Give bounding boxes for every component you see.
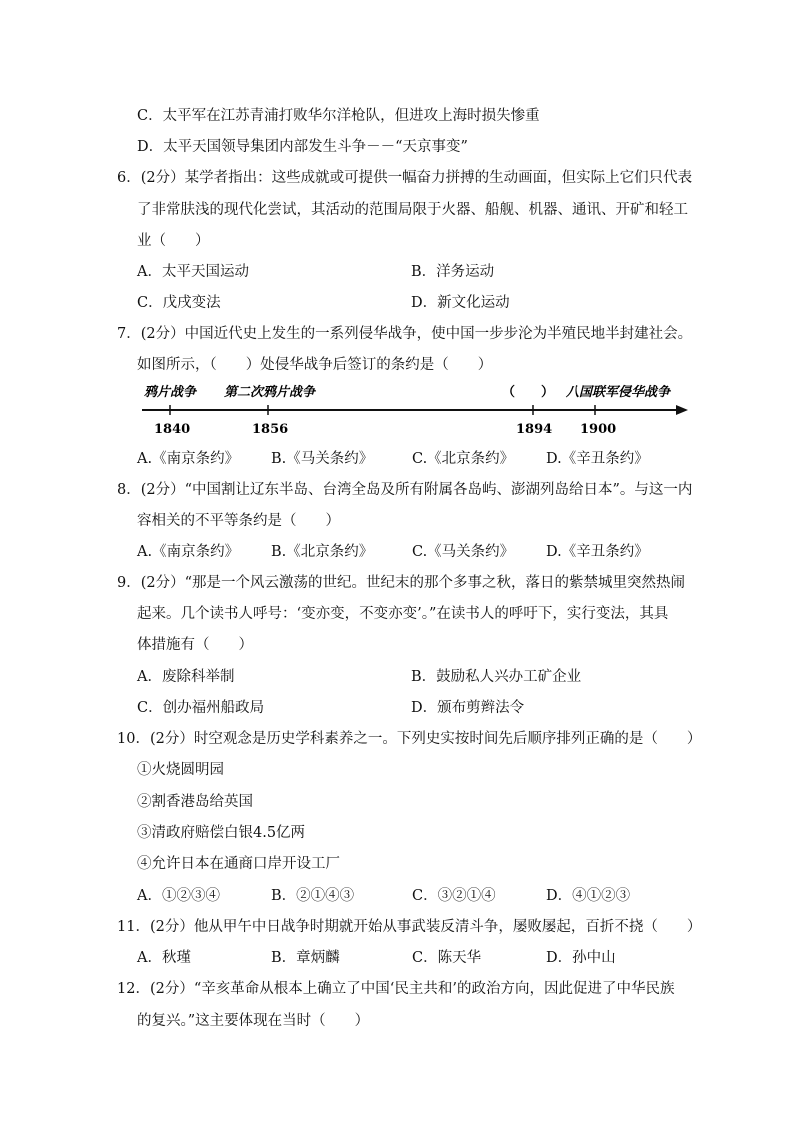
timeline-arrow-head [676,405,688,415]
q11-option-a: A．秋瑾 [137,950,191,966]
q6-stem-line1: 6．(2分）某学者指出：这些成就或可提供一幅奋力拼搏的生动画面，但实际上它们只代表 [117,170,693,186]
q8-stem-line1: 8．(2分）“中国割让辽东半岛、台湾全岛及所有附属各岛屿、澎湖列岛给日本”。与这一内 [117,482,693,498]
q7-option-d: D.《辛丑条约》 [546,451,649,467]
q7-option-a: A.《南京条约》 [137,451,240,467]
q12-stem-line2: 的复兴。”这主要体现在当时（ ） [137,1013,370,1029]
q9-stem-line3: 体措施有（ ） [137,637,253,653]
q6-stem-line2: 了非常肤浅的现代化尝试，其活动的范围局限于火器、船舰、机器、通讯、开矿和轻工 [137,202,688,218]
q7-stem-line2: 如图所示，（ ）处侵华战争后签订的条约是（ ） [137,357,493,373]
q5-option-c: C．太平军在江苏青浦打败华尔洋枪队，但进攻上海时损失惨重 [137,108,540,124]
label-opium-war: 鸦片战争 [144,385,197,400]
q8-option-c: C.《马关条约》 [412,544,515,560]
q6-option-d: D．新文化运动 [411,295,510,311]
q6-option-b: B．洋务运动 [411,264,495,280]
q11-option-c: C．陈天华 [412,950,482,966]
q9-option-b: B．鼓励私人兴办工矿企业 [411,669,582,685]
q8-option-a: A.《南京条约》 [137,544,240,560]
year-1856: 1856 [252,422,289,437]
q10-stem-line1: 10．(2分）时空观念是历史学科素养之一。下列史实按时间先后顺序排列正确的是（ ） [117,731,702,747]
q7-option-b: B.《马关条约》 [271,451,374,467]
label-second-opium-war: 第二次鸦片战争 [224,385,316,400]
q7-stem-line1: 7．(2分）中国近代史上发生的一系列侵华战争，使中国一步步沦为半殖民地半封建社会。 [117,326,693,342]
year-1840: 1840 [154,422,191,437]
q10-option-a: A．①②③④ [137,888,220,904]
q11-stem-line1: 11．(2分）他从甲午中日战争时期就开始从事武装反清斗争，屡败屡起，百折不挠（ ） [117,919,702,935]
q8-option-d: D.《辛丑条约》 [546,544,649,560]
q9-option-c: C．创办福州船政局 [137,700,265,716]
q9-stem-line2: 起来。几个读书人呼号：‘变亦变，不变亦变’。”在读书人的呼吁下，实行变法，其具 [137,606,669,622]
q10-option-b: B．②①④③ [271,888,355,904]
q11-option-d: D．孙中山 [546,950,616,966]
q9-stem-line1: 9．(2分）“那是一个风云激荡的世纪。世纪末的那个多事之秋，落日的紫禁城里突然热闹 [117,575,686,591]
q10-option-d: D．④①②③ [546,888,631,904]
q7-option-c: C.《北京条约》 [412,451,515,467]
label-blank-war: （ ） [502,385,555,400]
q10-item-3: ③清政府赔偿白银4.5亿两 [137,825,306,841]
q6-stem-line3: 业（ ） [137,233,210,249]
q10-item-4: ④允许日本在通商口岸开设工厂 [137,856,340,872]
q8-stem-line2: 容相关的不平等条约是（ ） [137,513,340,529]
q6-option-c: C．戊戌变法 [137,295,221,311]
q6-option-a: A．太平天国运动 [137,264,249,280]
q7-timeline-figure [140,378,696,440]
q10-item-1: ①火烧圆明园 [137,762,224,778]
q10-item-2: ②割香港岛给英国 [137,794,253,810]
q9-option-a: A．废除科举制 [137,669,235,685]
q9-option-d: D．颁布剪辫法令 [411,700,525,716]
year-1894: 1894 [516,422,553,437]
q5-option-d: D．太平天国领导集团内部发生斗争－－“天京事变” [137,139,468,155]
q12-stem-line1: 12．(2分）“辛亥革命从根本上确立了中国‘民主共和’的政治方向，因此促进了中华民族 [117,981,675,997]
q10-option-c: C．③②①④ [412,888,496,904]
q8-option-b: B.《北京条约》 [271,544,374,560]
label-eight-nation-war: 八国联军侵华战争 [566,385,671,400]
q11-option-b: B．章炳麟 [271,950,340,966]
year-1900: 1900 [580,422,617,437]
